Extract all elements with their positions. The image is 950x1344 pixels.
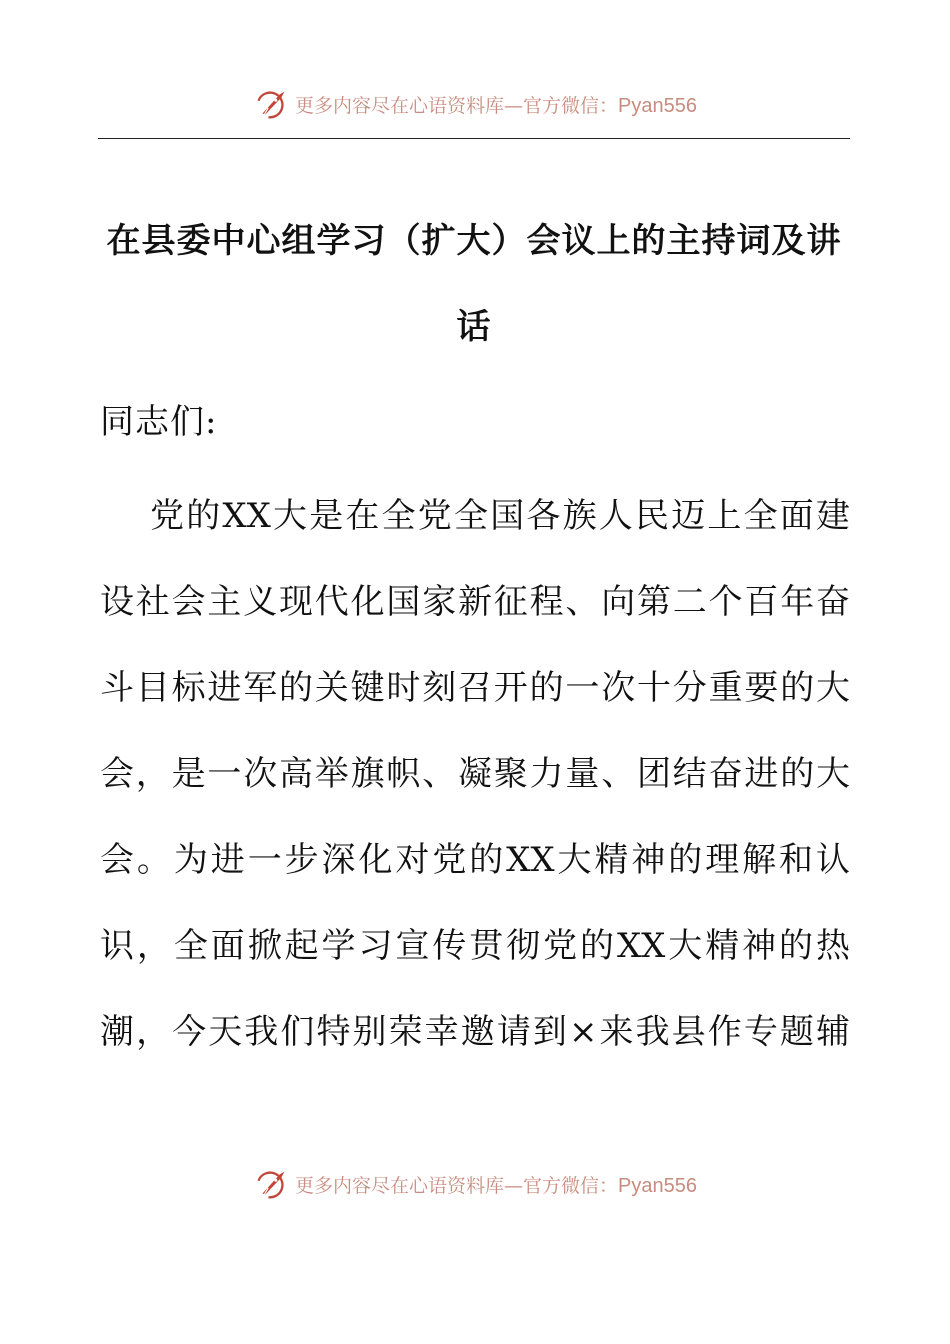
header-divider [98, 138, 850, 139]
paragraph-line: 设社会主义现代化国家新征程、向第二个百年奋 [100, 582, 850, 622]
header-watermark-banner [0, 80, 950, 128]
header-wechat-id: Pyan556 [618, 94, 697, 117]
body-paragraph [100, 486, 850, 1088]
footer-banner-label: 更多内容尽在心语资料库—官方微信： [295, 1174, 619, 1197]
paragraph-line: 潮，今天我们特别荣幸邀请到×来我县作专题辅 [100, 1012, 850, 1052]
footer-banner-content [253, 1165, 697, 1203]
footer-watermark-banner [0, 1160, 950, 1208]
footer-banner-text [295, 1171, 697, 1198]
quill-pen-logo-icon [253, 85, 291, 123]
paragraph-line: 会。为进一步深化对党的XX大精神的理解和认 [100, 840, 850, 880]
footer-wechat-id: Pyan556 [618, 1174, 697, 1197]
greeting: 同志们: [100, 402, 218, 442]
paragraph-line: 斗目标进军的关键时刻召开的一次十分重要的大 [100, 668, 850, 708]
header-banner-content [253, 85, 697, 123]
header-banner-text [295, 91, 697, 118]
header-banner-label: 更多内容尽在心语资料库—官方微信： [295, 94, 619, 117]
quill-pen-logo-icon [253, 1165, 291, 1203]
paragraph-line: 党的XX大是在全党全国各族人民迈上全面建 [150, 496, 850, 536]
document-title: 在县委中心组学习（扩大）会议上的主持词及讲话 [106, 221, 842, 347]
paragraph-line: 识，全面掀起学习宣传贯彻党的XX大精神的热 [100, 926, 850, 966]
paragraph-line: 会，是一次高举旗帜、凝聚力量、团结奋进的大 [100, 754, 850, 794]
